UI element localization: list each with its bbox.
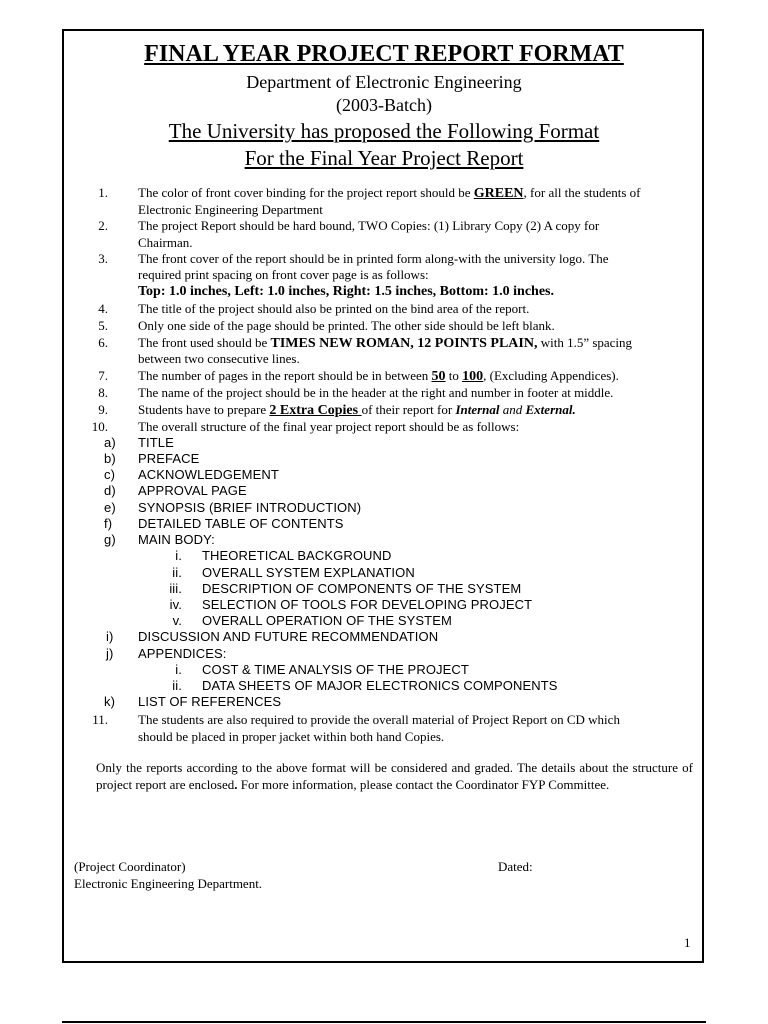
sub-structure-label: ii. [172,565,182,580]
department-name: Department of Electronic Engineering [246,72,522,92]
sub-structure-item: SELECTION OF TOOLS FOR DEVELOPING PROJECT [202,597,533,612]
item-3-spacing-spec: Top: 1.0 inches, Left: 1.0 inches, Right: 1.5 inches, Bottom: 1.0 inches. [138,284,554,299]
item-number: 9. [98,402,108,417]
sub-structure-label: i. [175,662,182,677]
item-2-line1: The project Report should be hard bound, TWO Copies: (1) Library Copy (2) A copy for [138,218,600,233]
structure-label: i) [106,629,114,644]
coordinator-label: (Project Coordinator) [74,859,186,874]
structure-item: TITLE [138,435,174,450]
structure-label: k) [104,694,116,709]
item-number: 4. [98,301,108,316]
next-page-border [62,1021,706,1023]
item-number: 1. [98,185,108,200]
item-number: 3. [98,251,108,266]
item-4-line1: The title of the project should also be printed on the bind area of the report. [138,301,530,316]
item-6-line2: between two consecutive lines. [138,351,300,366]
structure-label: d) [104,483,116,498]
item-number: 6. [98,335,108,350]
structure-item: APPENDICES: [138,646,227,661]
item-number: 11. [92,712,108,727]
item-1-line2: Electronic Engineering Department [138,202,323,217]
structure-label: a) [104,435,116,450]
structure-label: c) [104,467,116,482]
structure-item: MAIN BODY: [138,532,215,547]
sub-structure-item: OVERALL SYSTEM EXPLANATION [202,565,415,580]
structure-item: PREFACE [138,451,200,466]
structure-label: b) [104,451,116,466]
item-number: 7. [98,368,108,383]
structure-label: e) [104,500,116,515]
structure-label: f) [104,516,113,531]
item-9-line1: Students have to prepare 2 Extra Copies of their report for Internal and External. [138,402,576,418]
structure-item: LIST OF REFERENCES [138,694,282,709]
proposal-heading-line2: For the Final Year Project Report [244,146,524,170]
sub-structure-label: i. [175,548,182,563]
proposal-heading-line1: The University has proposed the Following Format [168,119,600,143]
item-1-line1: The color of front cover binding for the project report should be GREEN, for all the students of [138,185,641,201]
structure-label: j) [106,646,114,661]
batch-label: (2003-Batch) [336,95,432,115]
item-8-line1: The name of the project should be in the header at the right and number in footer at middle. [138,385,614,400]
item-3-line1: The front cover of the report should be in printed form along-with the university logo. The [138,251,609,266]
item-3-line2: required print spacing on front cover page is as follows: [138,267,429,282]
item-11-line2: should be placed in proper jacket within both hand Copies. [138,729,445,744]
closing-paragraph: Only the reports according to the above format will be considered and graded. The details about the structure of project report are enclosed. For more information, please contact the Coordinator FYP Committee. [96,760,693,792]
sub-structure-label: v. [172,613,182,628]
structure-item: DETAILED TABLE OF CONTENTS [138,516,344,531]
structure-label: g) [104,532,116,547]
item-number: 10. [91,419,108,434]
sub-structure-item: DESCRIPTION OF COMPONENTS OF THE SYSTEM [202,581,522,596]
item-10-line1: The overall structure of the final year project report should be as follows: [138,419,520,434]
sub-structure-item: DATA SHEETS OF MAJOR ELECTRONICS COMPONENTS [202,678,558,693]
item-6-line1: The front used should be TIMES NEW ROMAN, 12 POINTS PLAIN, with 1.5” spacing [138,335,633,351]
dated-label: Dated: [498,859,533,874]
item-7-line1: The number of pages in the report should be in between 50 to 100, (Excluding Appendices). [138,368,619,384]
structure-item: APPROVAL PAGE [138,483,247,498]
sub-structure-item: OVERALL OPERATION OF THE SYSTEM [202,613,452,628]
structure-item: SYNOPSIS (BRIEF INTRODUCTION) [138,500,362,515]
page-number: 1 [684,935,691,950]
item-2-line2: Chairman. [138,235,193,250]
sub-structure-label: iv. [169,597,182,612]
sub-structure-label: ii. [172,678,182,693]
item-5-line1: Only one side of the page should be printed. The other side should be left blank. [138,318,555,333]
item-number: 8. [98,385,108,400]
sub-structure-item: THEORETICAL BACKGROUND [202,548,392,563]
sub-structure-label: iii. [169,581,182,596]
item-number: 5. [98,318,108,333]
item-11-line1: The students are also required to provide the overall material of Project Report on CD which [138,712,620,727]
sub-structure-item: COST & TIME ANALYSIS OF THE PROJECT [202,662,469,677]
structure-item: DISCUSSION AND FUTURE RECOMMENDATION [138,629,439,644]
structure-item: ACKNOWLEDGEMENT [138,467,279,482]
document-title: FINAL YEAR PROJECT REPORT FORMAT [144,41,624,67]
coordinator-department: Electronic Engineering Department. [74,876,263,891]
item-number: 2. [98,218,108,233]
